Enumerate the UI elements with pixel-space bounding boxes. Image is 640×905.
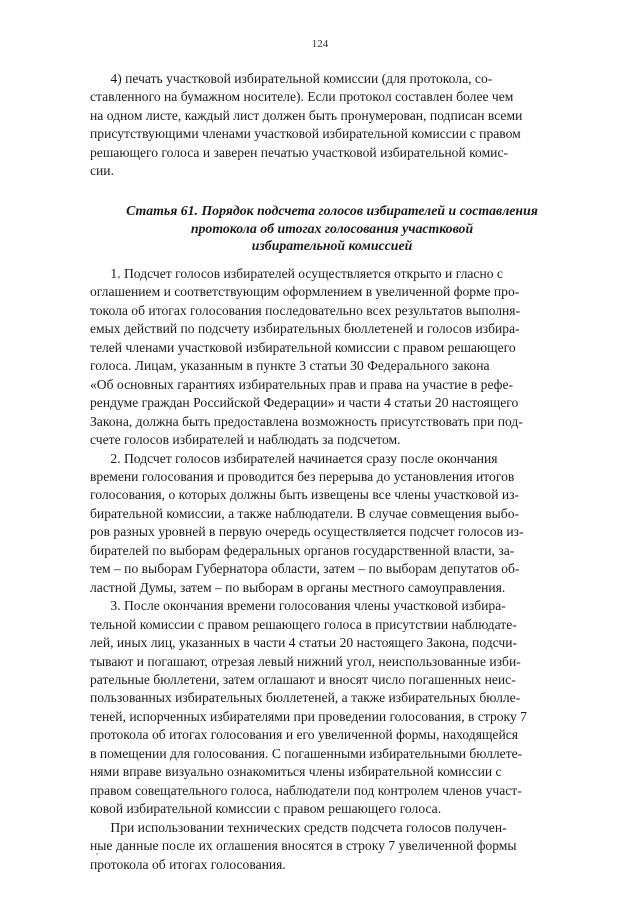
article-heading: Статья 61. Порядок подсчета голосов избирателей и составления протокола об итогах голосования участковой избирательной комиссией [126,203,538,253]
page-number: 124 [311,38,329,50]
paragraph-4: При использовании технических средств подсчета голосов получен- ные данные после их оглашения вносятся в строку 7 увеличенной формы протокола об итогах голосования. [90,819,517,872]
paragraph-1: 1. Подсчет голосов избирателей осуществляется открыто и гласно с оглашением и соответствующим оформлением в увеличенной форме про- токола об итогах голосования последовательно всех результатов выполня- емых действий по подсчету избирательных бюллетеней и голосов избира- телей членами участковой избирательной комиссии с правом решающего голоса. Лицам, указанным в пункте 3 статьи 30 Федерального закона «Об основных гарантиях избирательных прав и права на участие в рефе- рендуме граждан Российской Федерации» и части 4 статьи 20 настоящего Закона, должна быть предоставлена возможность присутствовать при под- счете голосов избирателей и наблюдать за подсчетом. [90,266,523,448]
article-body [90,265,574,874]
scan-speck [96,853,98,855]
paragraph-2: 2. Подсчет голосов избирателей начинается сразу после окончания времени голосования и проводится без перерыва до установления итогов голосования, о которых должны быть извещены все члены участковой из- бирательной комиссии, а также наблюдатели. В случае совмещения выбо- ров разных уровней в первую очередь осуществляется подсчет голосов из- бирателей по выборам федеральных органов государственной власти, за- тем – по выборам Губернатора области, затем – по выборам депутатов об- ластной Думы, затем – по выборам в органы местного самоуправления. [90,450,524,595]
intro-paragraph: 4) печать участковой избирательной комиссии (для протокола, со- ставленного на бумажном носителе). Если протокол составлен более чем на одном листе, каждый лист должен быть пронумерован, подписан всеми присутствующими членами участковой избирательной комиссии с правом решающего голоса и заверен печатью участковой избирательной комис- сии. [90,71,523,179]
paragraph-3: 3. После окончания времени голосования члены участковой избира- тельной комиссии с правом решающего голоса в присутствии наблюдате- лей, иных лиц, указанных в части 4 статьи 20 настоящего Закона, подсчи- тывают и погашают, отрезая левый нижний угол, неиспользованные изби- рательные бюллетени, затем оглашают и вносят число погашенных неис- пользованных избирательных бюллетеней, а также избирательных бюлле- теней, испорченных избирателями при проведении голосования, в строку 7 протокола об итогах голосования и его увеличенной формы, находящейся в помещении для голосования. С погашенными избирательными бюллете- нями вправе визуально ознакомиться члены избирательной комиссии с правом совещательного голоса, наблюдатели под контролем членов участ- ковой избирательной комиссии с правом решающего голоса. [90,598,527,817]
